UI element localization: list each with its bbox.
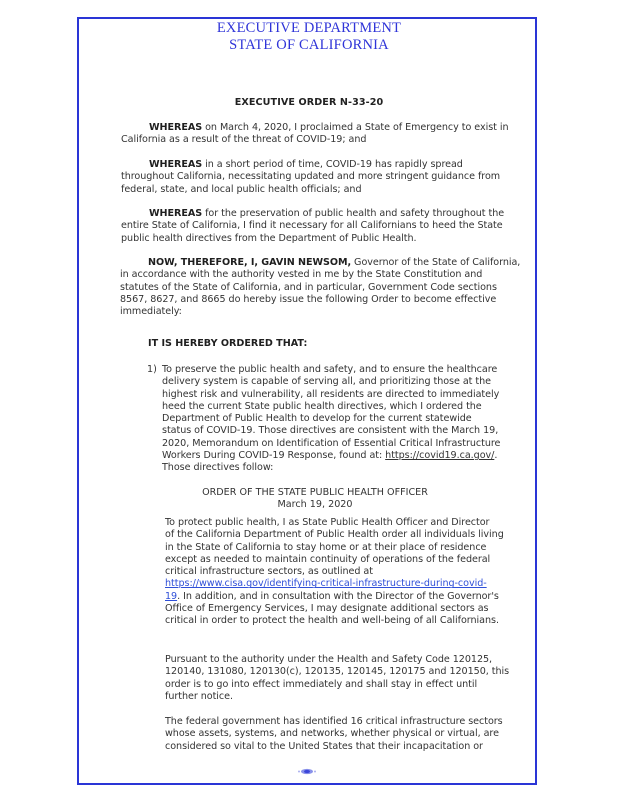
ordered-heading: IT IS HEREBY ORDERED THAT: — [148, 338, 308, 349]
text-line: order is to go into effect immediately and shall stay in effect until — [165, 678, 478, 690]
ornament-seal-icon — [297, 768, 317, 775]
text-line: heed the current State public health directives, which I ordered the — [162, 400, 482, 412]
text-line: in the State of California to stay home or at their place of residence — [165, 541, 487, 553]
whereas-lead: WHEREAS — [149, 159, 203, 170]
covid19-link[interactable]: https://covid19.ca.gov/ — [385, 450, 495, 462]
punctuation: . — [494, 450, 498, 462]
text-line: status of COVID-19. Those directives are consistent with the March 19, — [162, 425, 499, 437]
text-line: 8567, 8627, and 8665 do hereby issue the following Order to become effective — [120, 293, 497, 305]
letterhead-state: STATE OF CALIFORNIA — [229, 37, 389, 53]
text-line: Pursuant to the authority under the Health and Safety Code 120125, — [165, 654, 493, 665]
text-line: federal, state, and local public health officials; and — [121, 183, 362, 195]
letterhead — [0, 20, 618, 54]
text-line: whose assets, systems, and networks, whether physical or virtual, are — [165, 728, 499, 740]
whereas-paragraph-1 — [121, 122, 509, 147]
text-line: critical in order to protect the health and well-being of all Californians. — [165, 615, 499, 627]
whereas-lead: WHEREAS — [149, 208, 203, 219]
cisa-link-continued[interactable]: 19 — [165, 590, 178, 602]
text-line: throughout California, necessitating updated and more stringent guidance from — [121, 171, 501, 183]
text-line: of the California Department of Public Health order all individuals living — [165, 529, 504, 541]
text-line: Governor of the State of California, — [351, 257, 521, 268]
whereas-paragraph-2 — [121, 159, 500, 196]
whereas-paragraph-3 — [121, 208, 504, 245]
text-line: Department of Public Health to develop for the current statewide — [162, 413, 472, 425]
officer-paragraph-3 — [165, 716, 503, 753]
letterhead-department: EXECUTIVE DEPARTMENT — [216, 20, 402, 36]
text-line: 2020, Memorandum on Identification of Essential Critical Infrastructure — [162, 437, 501, 449]
officer-paragraph-2 — [165, 654, 509, 703]
text-line: To preserve the public health and safety, and to ensure the healthcare — [162, 364, 498, 375]
text-line: The federal government has identified 16 critical infrastructure sectors — [165, 716, 503, 727]
officer-order-heading — [0, 487, 618, 512]
text-line: statutes of the State of California, and in particular, Government Code sections — [120, 281, 497, 293]
text-line: public health directives from the Department of Public Health. — [121, 232, 417, 244]
officer-paragraph-1 — [165, 517, 504, 628]
text-line: except as needed to maintain continuity of operations of the federal — [165, 553, 491, 565]
text-line: Those directives follow: — [162, 462, 274, 474]
text-line: in accordance with the authority vested in me by the State Constitution and — [120, 269, 483, 281]
item-number: 1) — [147, 364, 157, 375]
executive-order-title: EXECUTIVE ORDER N-33-20 — [234, 97, 384, 108]
text-line: critical infrastructure sectors, as outlined at — [165, 566, 373, 578]
now-therefore-paragraph — [120, 257, 520, 318]
text-line: Workers During COVID-19 Response, found at: — [162, 450, 386, 462]
text-line: on March 4, 2020, I proclaimed a State of Emergency to exist in — [202, 122, 509, 133]
text-line: . In addition, and in consultation with the Director of the Governor's — [177, 590, 499, 602]
text-line: California as a result of the threat of COVID-19; and — [121, 134, 367, 146]
text-line: in a short period of time, COVID-19 has rapidly spread — [202, 159, 463, 170]
text-line: Office of Emergency Services, I may designate additional sectors as — [165, 603, 489, 615]
now-therefore-lead: NOW, THEREFORE, I, GAVIN NEWSOM, — [148, 257, 352, 268]
text-line: 120140, 131080, 120130(c), 120135, 120145, 120175 and 120150, this — [165, 666, 510, 678]
text-line: for the preservation of public health and safety throughout the — [202, 208, 505, 219]
text-line: entire State of California, I find it necessary for all Californians to heed the State — [121, 220, 503, 232]
cisa-link[interactable]: https://www.cisa.gov/identifying-critical-infrastructure-during-covid- — [165, 578, 487, 590]
text-line: further notice. — [165, 690, 233, 702]
text-line: highest risk and vulnerability, all residents are directed to immediately — [162, 388, 500, 400]
text-line: To protect public health, I as State Public Health Officer and Director — [165, 517, 490, 528]
whereas-lead: WHEREAS — [149, 122, 203, 133]
order-item-1 — [162, 364, 500, 475]
text-line: delivery system is capable of serving all, and prioritizing those at the — [162, 376, 491, 388]
text-line: considered so vital to the United States that their incapacitation or — [165, 740, 483, 752]
officer-order-date: March 19, 2020 — [277, 499, 353, 511]
officer-order-title: ORDER OF THE STATE PUBLIC HEALTH OFFICER — [202, 487, 428, 498]
text-line: immediately: — [120, 306, 182, 318]
